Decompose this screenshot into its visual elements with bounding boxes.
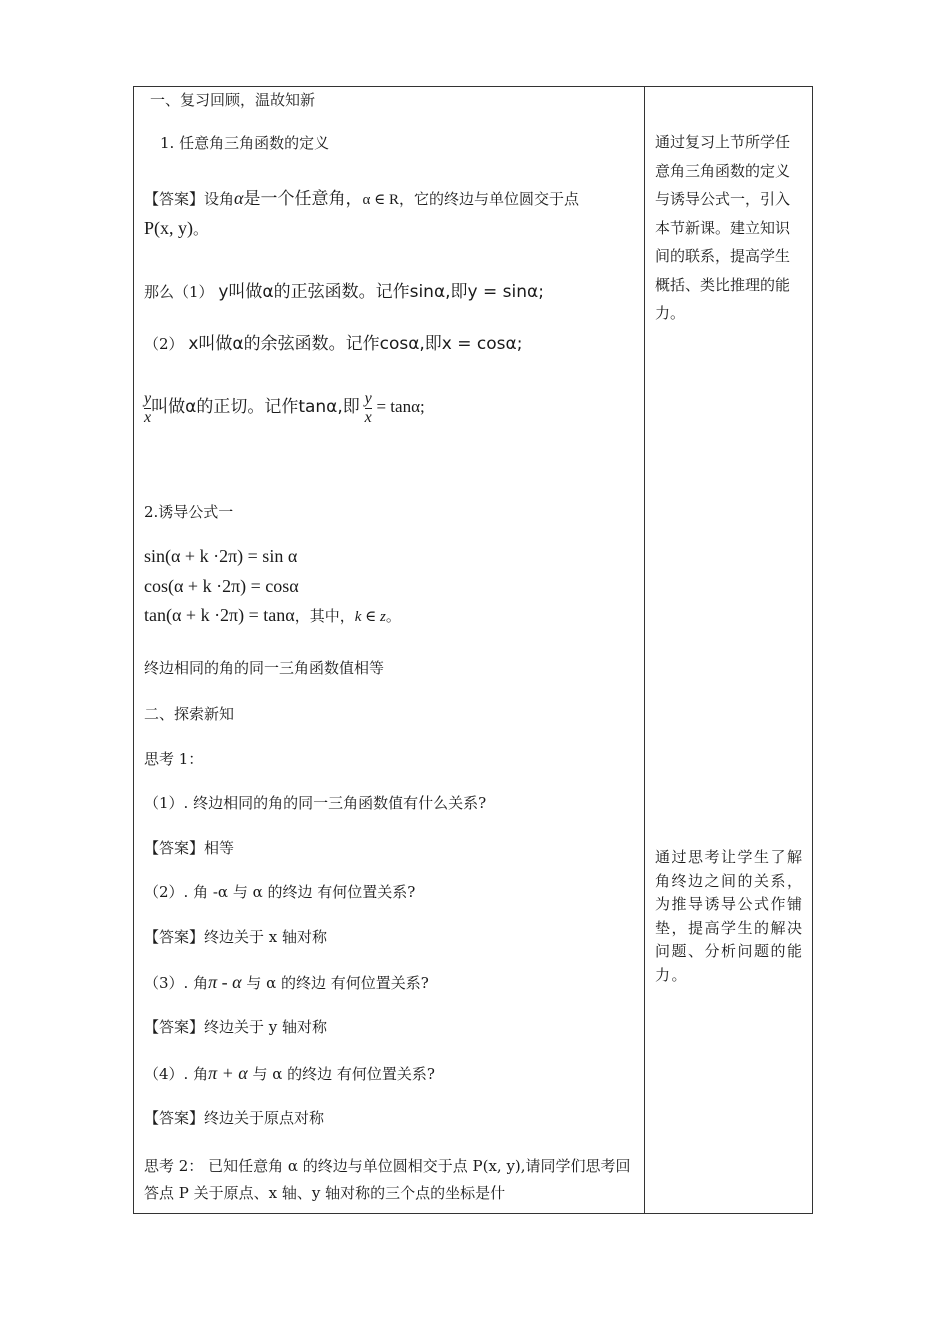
- answer-4-label: 【答案】: [144, 1109, 205, 1127]
- column-divider: [644, 86, 645, 1214]
- question-3: [144, 972, 429, 993]
- formula-tan-tail: ，其中，: [294, 607, 355, 625]
- formula-period: 。: [385, 607, 401, 625]
- answer-2-text: 终边关于 x 轴对称: [204, 928, 328, 946]
- answer-3-label: 【答案】: [144, 1018, 205, 1036]
- answer-line-2: [144, 218, 208, 239]
- question-4-a: （4）. 角: [144, 1065, 209, 1083]
- item1-title: 1. 任意角三角函数的定义: [160, 134, 330, 152]
- conclusion-text: 终边相同的角的同一三角函数值相等: [144, 659, 385, 677]
- answer-1-text: 相等: [204, 839, 235, 857]
- cos-definition-line: [144, 334, 522, 354]
- item2-title: 2.诱导公式一: [144, 503, 234, 521]
- frac-denominator: x: [144, 408, 152, 426]
- question-4: [144, 1063, 435, 1084]
- tan-definition-b: = tanα;: [376, 397, 425, 416]
- note-explore: 通过思考让学生了解角终边之间的关系，为推导诱导公式作铺垫，提高学生的解决问题、分析问题的能力。: [655, 848, 804, 984]
- answer-1-label: 【答案】: [144, 839, 205, 857]
- question-3-a: （3）. 角: [144, 974, 209, 992]
- k-in-z: k ∈ z: [354, 609, 386, 625]
- answer-3-text: 终边关于 y 轴对称: [204, 1018, 328, 1036]
- then-label: 那么（1）: [144, 283, 214, 301]
- question-4-b: 与 α 的终边 有何位置关系?: [252, 1065, 435, 1083]
- think2-paragraph: 思考 2： 已知任意角 α 的终边与单位圆相交于点 P(x, y),请同学们思考回答点 P 关于原点、x 轴、y 轴对称的三个点的坐标是什: [144, 1157, 631, 1202]
- answer-line-1: [144, 188, 579, 210]
- think1-label: 思考 1：: [144, 750, 204, 768]
- answer-text-1: 设角: [204, 190, 235, 208]
- answer-label: 【答案】: [144, 190, 205, 208]
- answer-4: [144, 1108, 324, 1128]
- answer-period: 。: [193, 220, 209, 238]
- tan-definition-line: [144, 385, 425, 429]
- section2-heading: 二、探索新知: [144, 705, 235, 723]
- frac-denominator-2: x: [364, 408, 372, 426]
- cos-definition: x叫做α的余弦函数。记作cosα,即x = cosα;: [188, 334, 523, 354]
- alpha-in-r: α ∈ R，: [362, 192, 414, 208]
- question-3-b: 与 α 的终边 有何位置关系?: [246, 974, 429, 992]
- answer-3: [144, 1017, 327, 1037]
- answer-text-2: 是一个任意角，: [243, 189, 363, 209]
- formula-sin: sin(α + k ·2π) = sin α: [144, 546, 298, 566]
- two-label: （2）: [144, 335, 184, 353]
- question-1: （1）. 终边相同的角的同一三角函数值有什么关系?: [144, 794, 487, 812]
- point-p: P(x, y): [144, 218, 193, 238]
- tan-definition-a: 叫做α的正切。记作tanα,即: [151, 397, 360, 417]
- frac-numerator-2: y: [364, 389, 372, 407]
- question-3-expr: π - α: [208, 972, 242, 992]
- sin-definition-line: [144, 282, 544, 302]
- question-4-expr: π + α: [208, 1063, 248, 1083]
- frac-numerator: y: [144, 389, 152, 407]
- section1-heading: 一、复习回顾，温故知新: [150, 91, 316, 109]
- question-2: （2）. 角 -α 与 α 的终边 有何位置关系?: [144, 883, 416, 901]
- note-review: 通过复习上节所学任意角三角函数的定义与诱导公式一，引入本节新课。建立知识间的联系，提高学生概括、类比推理的能力。: [655, 133, 791, 322]
- y-over-x-fraction-2: [365, 390, 372, 427]
- sin-definition: y叫做α的正弦函数。记作sinα,即y = sinα;: [218, 282, 544, 302]
- answer-1: [144, 838, 234, 858]
- answer-text-3: 它的终边与单位圆交于点: [413, 190, 579, 208]
- answer-4-text: 终边关于原点对称: [204, 1109, 325, 1127]
- formula-cos: cos(α + k ·2π) = cosα: [144, 576, 299, 596]
- formula-tan-line: [144, 605, 401, 627]
- answer-2-label: 【答案】: [144, 928, 205, 946]
- alpha-symbol: α: [234, 188, 244, 208]
- formula-tan: tan(α + k ·2π) = tanα: [144, 605, 295, 625]
- answer-2: [144, 927, 327, 947]
